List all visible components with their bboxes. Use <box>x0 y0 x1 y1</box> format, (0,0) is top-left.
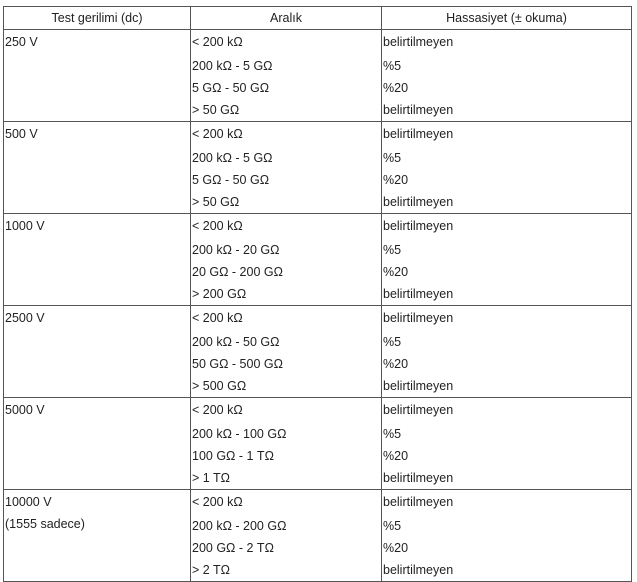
test-voltage-value: 10000 V <box>5 495 52 509</box>
accuracy-cell: %5 <box>382 147 632 169</box>
test-voltage-note: (1555 sadece) <box>5 517 85 531</box>
accuracy-cell: belirtilmeyen <box>382 467 632 490</box>
accuracy-cell: belirtilmeyen <box>382 191 632 214</box>
header-range: Aralık <box>191 7 382 30</box>
range-cell: < 200 kΩ <box>191 122 382 148</box>
range-cell: > 500 GΩ <box>191 375 382 398</box>
accuracy-cell: %20 <box>382 537 632 559</box>
accuracy-cell: belirtilmeyen <box>382 490 632 516</box>
accuracy-cell: belirtilmeyen <box>382 99 632 122</box>
range-cell: 20 GΩ - 200 GΩ <box>191 261 382 283</box>
test-voltage-value: 500 V <box>5 127 38 141</box>
table-row <box>4 214 632 240</box>
range-cell: 200 kΩ - 20 GΩ <box>191 239 382 261</box>
test-voltage-cell <box>4 30 191 122</box>
test-voltage-cell <box>4 398 191 490</box>
range-cell: < 200 kΩ <box>191 30 382 56</box>
range-cell: 5 GΩ - 50 GΩ <box>191 77 382 99</box>
range-cell: > 50 GΩ <box>191 99 382 122</box>
range-cell: 200 kΩ - 5 GΩ <box>191 147 382 169</box>
accuracy-cell: belirtilmeyen <box>382 398 632 424</box>
test-voltage-value: 2500 V <box>5 311 45 325</box>
range-cell: 5 GΩ - 50 GΩ <box>191 169 382 191</box>
accuracy-cell: belirtilmeyen <box>382 375 632 398</box>
range-cell: > 2 TΩ <box>191 559 382 582</box>
accuracy-cell: %5 <box>382 423 632 445</box>
test-voltage-cell <box>4 214 191 306</box>
range-cell: > 50 GΩ <box>191 191 382 214</box>
range-cell: 200 kΩ - 5 GΩ <box>191 55 382 77</box>
range-cell: < 200 kΩ <box>191 398 382 424</box>
range-cell: > 1 TΩ <box>191 467 382 490</box>
accuracy-cell: %20 <box>382 445 632 467</box>
table-row <box>4 306 632 332</box>
accuracy-cell: %5 <box>382 55 632 77</box>
test-voltage-value: 250 V <box>5 35 38 49</box>
test-voltage-cell <box>4 490 191 582</box>
table-row <box>4 122 632 148</box>
header-row <box>4 7 632 30</box>
accuracy-cell: belirtilmeyen <box>382 122 632 148</box>
accuracy-cell: belirtilmeyen <box>382 283 632 306</box>
accuracy-cell: %5 <box>382 239 632 261</box>
accuracy-cell: belirtilmeyen <box>382 559 632 582</box>
test-voltage-value: 1000 V <box>5 219 45 233</box>
range-cell: < 200 kΩ <box>191 306 382 332</box>
range-cell: < 200 kΩ <box>191 490 382 516</box>
accuracy-cell: %5 <box>382 331 632 353</box>
table-row <box>4 30 632 56</box>
accuracy-cell: %20 <box>382 353 632 375</box>
test-voltage-cell <box>4 306 191 398</box>
table-row <box>4 398 632 424</box>
table-row <box>4 490 632 516</box>
accuracy-cell: belirtilmeyen <box>382 306 632 332</box>
range-cell: > 200 GΩ <box>191 283 382 306</box>
range-cell: < 200 kΩ <box>191 214 382 240</box>
header-accuracy: Hassasiyet (± okuma) <box>382 7 632 30</box>
range-cell: 200 kΩ - 200 GΩ <box>191 515 382 537</box>
test-voltage-cell <box>4 122 191 214</box>
range-cell: 200 GΩ - 2 TΩ <box>191 537 382 559</box>
range-cell: 200 kΩ - 100 GΩ <box>191 423 382 445</box>
spec-table <box>3 6 632 582</box>
test-voltage-value: 5000 V <box>5 403 45 417</box>
accuracy-cell: %20 <box>382 77 632 99</box>
range-cell: 200 kΩ - 50 GΩ <box>191 331 382 353</box>
header-test-voltage: Test gerilimi (dc) <box>4 7 191 30</box>
table-body <box>4 30 632 582</box>
accuracy-cell: %20 <box>382 261 632 283</box>
accuracy-cell: belirtilmeyen <box>382 214 632 240</box>
accuracy-cell: %5 <box>382 515 632 537</box>
accuracy-cell: %20 <box>382 169 632 191</box>
accuracy-cell: belirtilmeyen <box>382 30 632 56</box>
range-cell: 50 GΩ - 500 GΩ <box>191 353 382 375</box>
range-cell: 100 GΩ - 1 TΩ <box>191 445 382 467</box>
